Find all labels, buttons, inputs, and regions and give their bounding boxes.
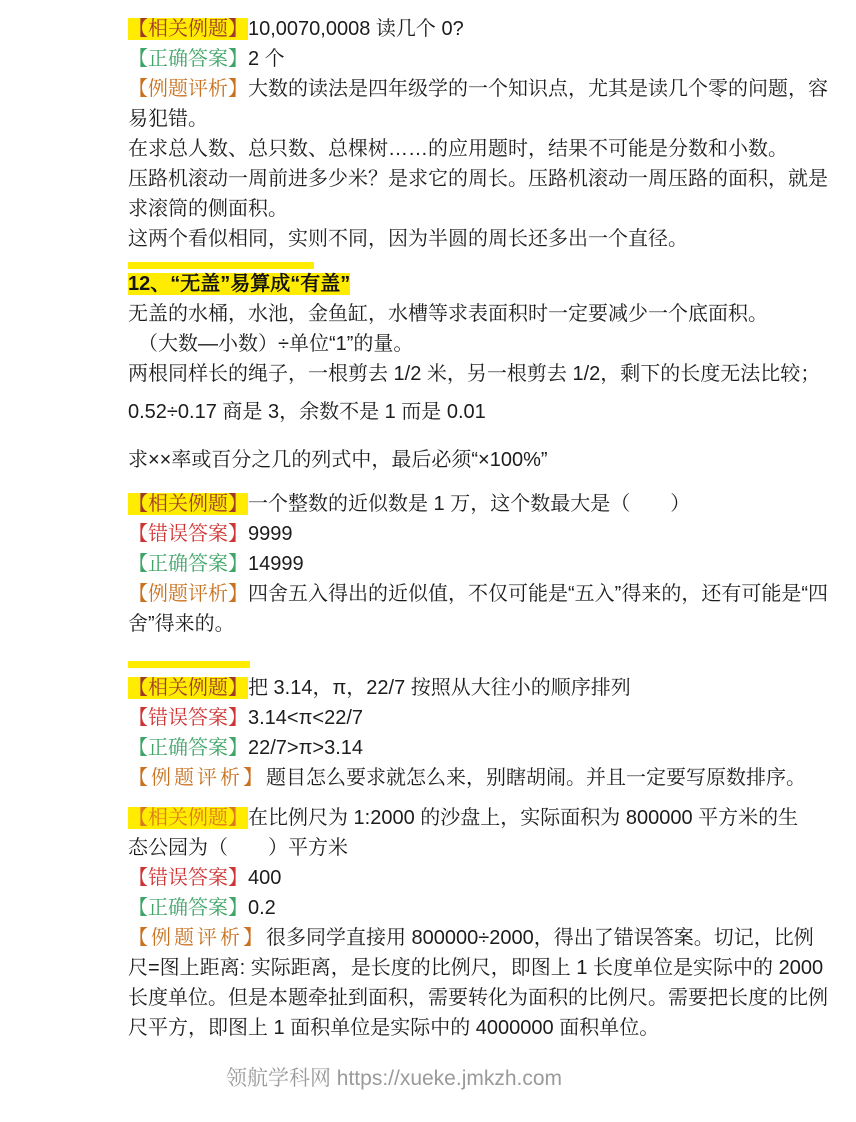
- body-text: 求滚筒的侧面积。: [128, 198, 288, 220]
- body-text: 题目怎么要求就怎么来，别瞎胡闹。并且一定要写原数排序。: [266, 767, 806, 789]
- body-text: 在比例尺为 1:2000 的沙盘上，实际面积为 800000 平方米的生: [248, 807, 799, 829]
- text-line: [128, 863, 736, 893]
- text-line: [128, 397, 736, 427]
- label-wrong-answer: 【错误答案】: [128, 867, 248, 889]
- body-text: 9999: [248, 523, 293, 545]
- document-body: [128, 14, 828, 1043]
- body-text: 长度单位。但是本题牵扯到面积，需要转化为面积的比例尺。需要把长度的比例: [128, 987, 828, 1009]
- text-line: [128, 329, 736, 359]
- text-line: [128, 519, 736, 549]
- text-line: [128, 269, 736, 299]
- body-text: 无盖的水桶，水池，金鱼缸，水槽等求表面积时一定要减少一个底面积。: [128, 303, 768, 325]
- body-text: 0.2: [248, 897, 276, 919]
- body-text: 400: [248, 867, 282, 889]
- text-line: [128, 104, 736, 134]
- text-line: [128, 893, 736, 923]
- text-line: [128, 763, 806, 793]
- body-text: 尺=图上距离: 实际距离，是长度的比例尺，即图上 1 长度单位是实际中的 2000: [128, 957, 824, 979]
- text-line: [128, 194, 736, 224]
- highlight-bar: [128, 661, 250, 668]
- label-related-example: 【相关例题】: [128, 807, 248, 829]
- body-text: 尺平方，即图上 1 面积单位是实际中的 4000000 面积单位。: [128, 1017, 660, 1039]
- label-related-example: 【相关例题】: [128, 493, 248, 515]
- text-line: [128, 733, 736, 763]
- highlight-bar: [128, 262, 314, 269]
- body-text: 压路机滚动一周前进多少米？是求它的周长。压路机滚动一周压路的面积，就是: [128, 168, 828, 190]
- body-text: 一个整数的近似数是 1 万，这个数最大是（ ）: [248, 493, 691, 515]
- label-analysis: 【例题评析】: [128, 767, 266, 789]
- body-text: 求××率或百分之几的列式中，最后必须“×100%”: [128, 449, 548, 471]
- body-text: 14999: [248, 553, 304, 575]
- text-line: [128, 134, 788, 164]
- body-text: （大数—小数）÷单位“1”的量。: [128, 333, 414, 355]
- text-line: [128, 833, 736, 863]
- text-line: [128, 673, 736, 703]
- label-related-example: 【相关例题】: [128, 677, 248, 699]
- label-correct-answer: 【正确答案】: [128, 737, 248, 759]
- text-line: [128, 803, 799, 833]
- text-line: [128, 299, 768, 329]
- body-text: 四舍五入得出的近似值，不仅可能是“五入”得来的，还有可能是“四: [248, 583, 828, 605]
- label-correct-answer: 【正确答案】: [128, 897, 248, 919]
- label-analysis: 【例题评析】: [128, 78, 248, 100]
- text-line: [128, 983, 828, 1013]
- text-line: [128, 359, 821, 389]
- label-analysis: 【例题评析】: [128, 583, 248, 605]
- body-text: 3.14<π<22/7: [248, 707, 364, 729]
- text-line: [128, 489, 736, 519]
- body-text: 态公园为（ ）平方米: [128, 837, 348, 859]
- body-text: 易犯错。: [128, 108, 208, 130]
- label-wrong-answer: 【错误答案】: [128, 523, 248, 545]
- body-text: 大数的读法是四年级学的一个知识点，尤其是读几个零的问题，容: [248, 78, 828, 100]
- body-text: 0.52÷0.17 商是 3，余数不是 1 而是 0.01: [128, 401, 486, 423]
- body-text: 在求总人数、总只数、总棵树……的应用题时，结果不可能是分数和小数。: [128, 138, 788, 160]
- label-analysis: 【例题评析】: [128, 927, 266, 949]
- body-text: 两根同样长的绳子，一根剪去 1/2 米，另一根剪去 1/2，剩下的长度无法比较；: [128, 363, 821, 385]
- watermark-footer: 领航学科网 https://xueke.jmkzh.com: [225, 1067, 563, 1090]
- section-heading: 12、“无盖”易算成“有盖”: [128, 273, 351, 295]
- text-line: [128, 579, 828, 609]
- label-correct-answer: 【正确答案】: [128, 48, 248, 70]
- label-wrong-answer: 【错误答案】: [128, 707, 248, 729]
- text-line: [128, 44, 736, 74]
- text-line: [128, 164, 828, 194]
- body-text: 10,0070,0008 读几个 0?: [248, 18, 464, 40]
- text-line: [128, 549, 736, 579]
- body-text: 22/7>π>3.14: [248, 737, 364, 759]
- text-line: [128, 609, 736, 639]
- text-line: [128, 224, 736, 254]
- text-line: [128, 923, 814, 953]
- text-line: [128, 14, 736, 44]
- body-text: 很多同学直接用 800000÷2000，得出了错误答案。切记，比例: [266, 927, 814, 949]
- label-correct-answer: 【正确答案】: [128, 553, 248, 575]
- body-text: 把 3.14，π，22/7 按照从大往小的顺序排列: [248, 677, 631, 699]
- text-line: [128, 1013, 736, 1043]
- label-related-example: 【相关例题】: [128, 18, 248, 40]
- body-text: 这两个看似相同，实则不同，因为半圆的周长还多出一个直径。: [128, 228, 688, 250]
- body-text: 舍”得来的。: [128, 613, 235, 635]
- text-line: [128, 445, 736, 475]
- text-line: [128, 74, 828, 104]
- text-line: [128, 953, 824, 983]
- body-text: 2 个: [248, 48, 285, 70]
- text-line: [128, 703, 736, 733]
